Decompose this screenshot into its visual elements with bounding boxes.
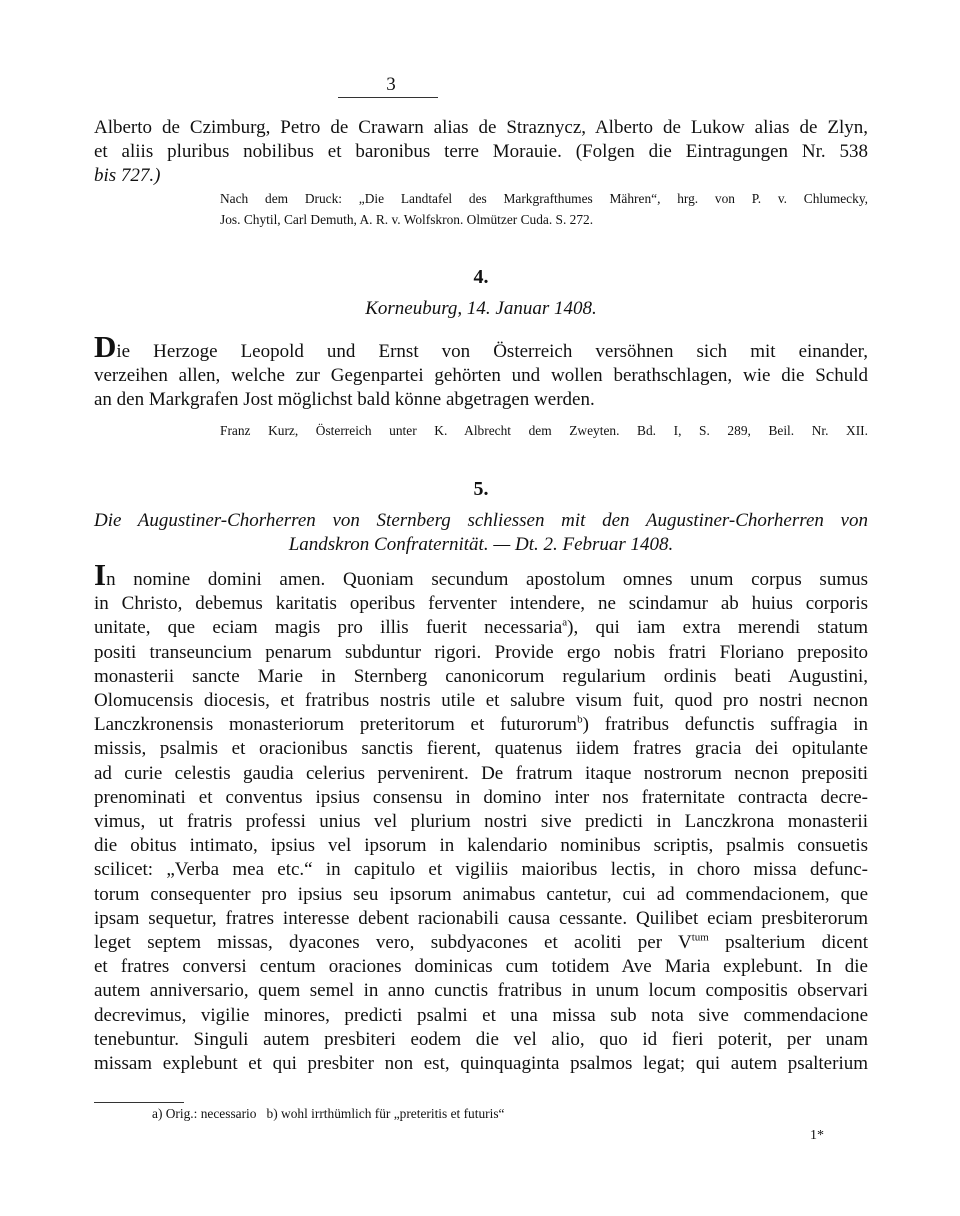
- footnote-marker-a: a: [562, 617, 568, 630]
- text-line: in Christo, debemus karitatis operibus ferventer intendere, ne scindamur ab huius corporis: [94, 593, 868, 615]
- summary-line: an den Markgrafen Jost möglichst bald könne abgetragen werden.: [94, 389, 595, 411]
- text-line: vimus, ut fratris professi unius vel plurium nostri sive predicti in Lanczkrona monasterii: [94, 811, 868, 833]
- page-number-rule: [338, 97, 438, 98]
- text-line: missam explebunt et qui presbiter non est, quinquaginta psalmos legat; qui autem psalterium: [94, 1053, 868, 1075]
- text-line: decrevimus, vigilie minores, predicti psalmi et una missa sub nota sive commendacione: [94, 1004, 868, 1026]
- text-line: et fratres conversi centum oraciones dominicas cum totidem Ave Maria explebunt. In die: [94, 956, 868, 978]
- intro-line: et aliis pluribus nobilibus et baronibus terre Morauie. (Folgen die Eintragungen Nr. 538: [94, 141, 868, 163]
- section-4-date: Korneuburg, 14. Januar 1408.: [365, 298, 597, 319]
- title-line: Die Augustiner-Chorherren von Sternberg schliessen mit den Augustiner-Chorherren von: [94, 510, 868, 531]
- text-line: die obitus intimato, ipsius vel ipsorum in kalendario nominibus scriptis, psalmis consuetis: [94, 835, 868, 857]
- section-4-summary: [94, 329, 868, 413]
- footnotes: a) Orig.: necessario b) wohl irrthümlich für „preteritis et futuris“: [152, 1106, 505, 1121]
- text-line: ad curie celestis gaudia celerius pervenirent. De fratrum itaque nostrorum necnon prepositi: [94, 762, 868, 784]
- text-line: Lanczkronensis monasteriorum preteritorum et futurorum$^b$) fratribus defunctis suffragia in: [94, 713, 868, 736]
- section-5-title: [94, 509, 868, 557]
- summary-line: verzeihen allen, welche zur Gegenpartei gehörten und wollen berathschlagen, wie die Schuld: [94, 365, 868, 387]
- text-line: missis, psalmis et oracionibus sanctis fierent, quatenus iidem fratres gracia dei opitulante: [94, 738, 868, 760]
- text-line: torum consequenter pro ipsius seu ipsorum animabus cantetur, cui ad commendacionem, que: [94, 883, 868, 905]
- text-line: In nomine domini amen. Quoniam secundum apostolum omnes unum corpus sumus: [94, 557, 868, 592]
- section-5-text: [94, 557, 869, 1076]
- summary-line: Die Herzoge Leopold und Ernst von Österreich versöhnen sich mit einander,: [94, 329, 868, 364]
- text-line: tenebuntur. Singuli autem presbiteri eodem die vel alio, quo id fieri poterit, per unam: [94, 1028, 868, 1050]
- drop-initial: D: [94, 329, 117, 364]
- text-line: leget septem missas, dyacones vero, subdyacones et acoliti per $V^{tum}$ psalterium dicent: [94, 931, 868, 954]
- footnote-rule: [94, 1102, 184, 1103]
- text-line: prenominati et conventus ipsius consensu in domino inter nos fraternitate contracta decre-: [94, 786, 868, 808]
- text-line: autem anniversario, quem semel in anno cunctis fratribus in unum locum compositis observari: [94, 980, 868, 1002]
- signature-mark: 1*: [810, 1128, 824, 1143]
- text-line: monasterii sancte Marie in Sternberg canonicorum regularium ordinis beati Augustini,: [94, 665, 868, 687]
- superscript-tum: tum: [691, 931, 709, 944]
- title-line: Landskron Confraternität. — Dt. 2. Februar 1408.: [288, 534, 674, 555]
- text-line: Olomucensis diocesis, et fratribus nostris utile et salubre visum fuit, quod pro nostri necnon: [94, 690, 868, 712]
- text-line: positi transeuncium penarum subduntur rigori. Provide ergo nobis fratri Floriano preposito: [94, 641, 868, 663]
- section-number-4: 4.: [473, 266, 489, 288]
- page-number: 3: [386, 74, 396, 95]
- intro-source-line: Nach dem Druck: „Die Landtafel des Markgrafthumes Mähren“, hrg. von P. v. Chlumecky,: [220, 191, 868, 206]
- intro-last-line: bis 727.): [94, 165, 161, 187]
- section-number-5: 5.: [473, 478, 489, 500]
- text-line: unitate, que eciam magis pro illis fuerit necessaria$^a$), qui iam extra merendi statum: [94, 617, 869, 639]
- section-4-source: Franz Kurz, Österreich unter K. Albrecht dem Zweyten. Bd. I, S. 289, Beil. Nr. XII.: [220, 423, 868, 438]
- drop-initial: I: [94, 557, 107, 592]
- text-line: ipsam sequetur, fratres interesse debent racionabili causa cessante. Quilibet eciam presbiterorum: [94, 907, 868, 929]
- intro-line: Alberto de Czimburg, Petro de Crawarn alias de Straznycz, Alberto de Lukow alias de Zlyn,: [94, 117, 868, 138]
- intro-source-line: Jos. Chytil, Carl Demuth, A. R. v. Wolfskron. Olmützer Cuda. S. 272.: [220, 212, 594, 227]
- text-line: scilicet: „Verba mea etc.“ in capitulo et vigiliis maioribus lectis, in choro missa defunc-: [94, 859, 868, 881]
- intro-paragraph: [94, 116, 868, 189]
- footnote-marker-b: b: [577, 713, 583, 726]
